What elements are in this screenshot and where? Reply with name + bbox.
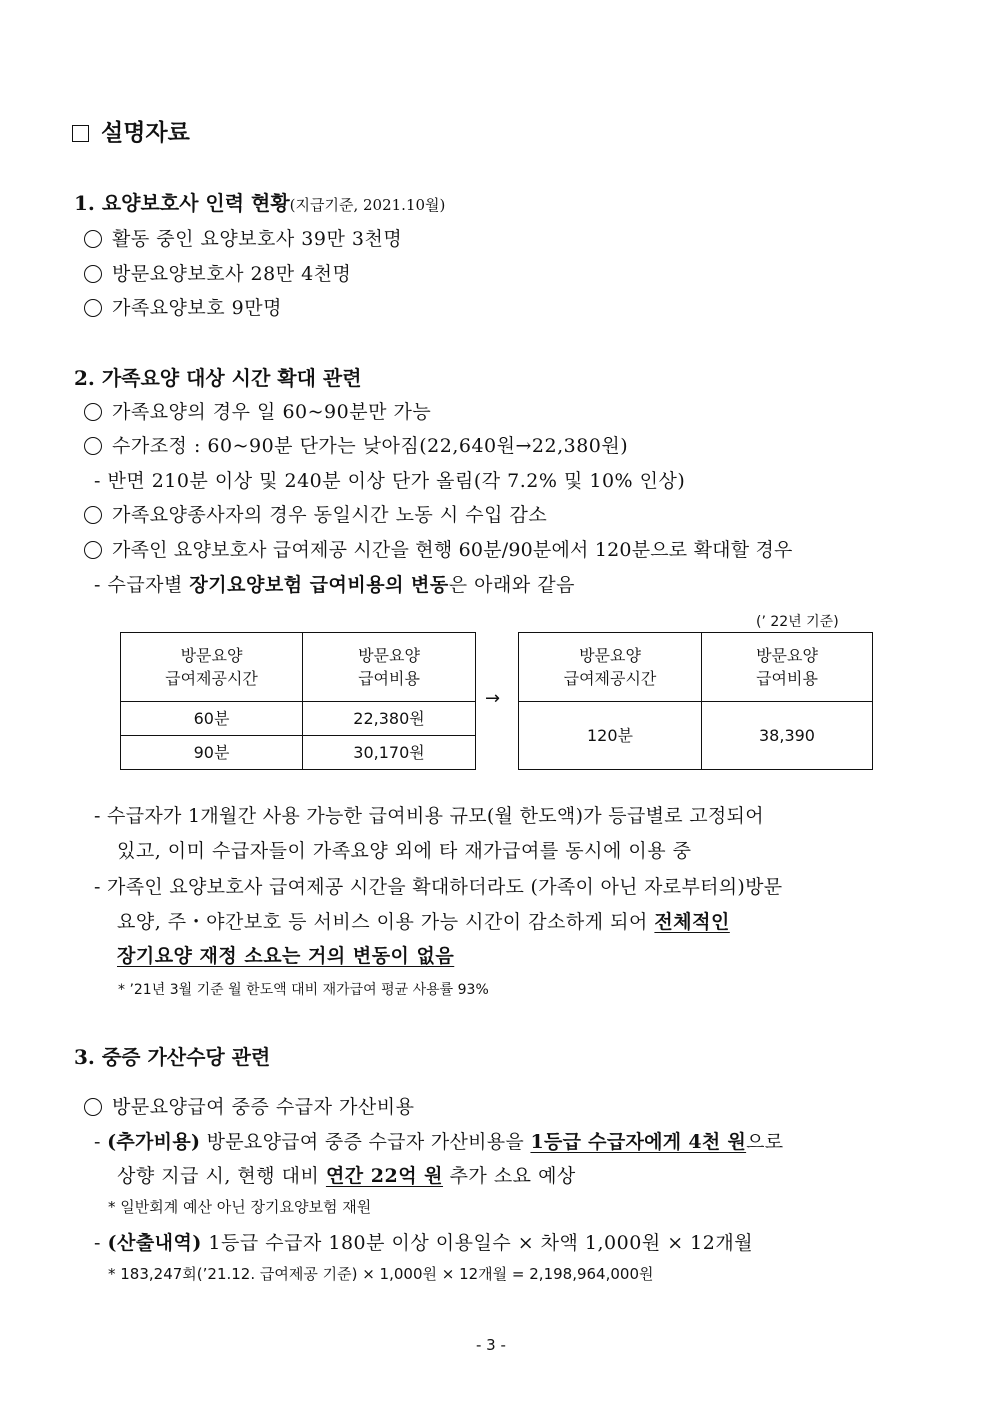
s2-dash-4-line-3: 장기요양 재정 소요는 거의 변동이 없음	[117, 945, 455, 967]
s1-item-1: 활동 중인 요양보호사 39만 3천명	[84, 224, 402, 251]
s3-dash-1-line-1: - (추가비용) 방문요양급여 중증 수급자 가산비용을 1등급 수급자에게 4천 원으로	[94, 1131, 784, 1153]
section-2-title: 2. 가족요양 대상 시간 확대 관련	[74, 366, 362, 390]
table-row	[519, 702, 873, 770]
table-right-header	[519, 633, 873, 702]
s2-footnote: * ’21년 3월 기준 월 한도액 대비 재가급여 평균 사용률 93%	[118, 982, 489, 998]
s2-item-2: 수가조정 : 60~90분 단가는 낮아짐(22,640원→22,380원)	[84, 431, 628, 458]
right-arrow-icon: →	[485, 688, 501, 709]
table-cell: 22,380원	[303, 702, 476, 736]
s2-dash-1: - 반면 210분 이상 및 240분 이상 단가 올림(각 7.2% 및 10% 인상)	[94, 470, 686, 492]
table-row	[121, 702, 476, 736]
s1-item-2: 방문요양보호사 28만 4천명	[84, 259, 351, 286]
circle-bullet-icon	[84, 437, 102, 455]
s3-note-2: * 183,247회(’21.12. 급여제공 기준) × 1,000원 × 12개월 = 2,198,964,000원	[108, 1265, 654, 1283]
s2-item-3: 가족요양종사자의 경우 동일시간 노동 시 수입 감소	[84, 500, 547, 527]
table-right	[518, 632, 873, 770]
circle-bullet-icon	[84, 506, 102, 524]
s1-item-3: 가족요양보호 9만명	[84, 293, 282, 320]
table-note: (’ 22년 기준)	[756, 614, 839, 630]
s2-dash-3-line-2: 있고, 이미 수급자들이 가족요양 외에 타 재가급여를 동시에 이용 중	[117, 840, 692, 862]
s2-dash-4-line-2: 요양, 주・야간보호 등 서비스 이용 가능 시간이 감소하게 되어 전체적인	[117, 911, 730, 933]
s3-dash-2: - (산출내역) 1등급 수급자 180분 이상 이용일수 × 차액 1,000원 × 12개월	[94, 1232, 754, 1254]
checkbox-square-icon	[72, 125, 89, 142]
table-right-header-cost: 방문요양 급여비용	[702, 633, 873, 702]
s3-dash-1-line-2: 상향 지급 시, 현행 대비 연간 22억 원 추가 소요 예상	[117, 1165, 576, 1187]
s2-item-4: 가족인 요양보호사 급여제공 시간을 현행 60분/90분에서 120분으로 확대할 경우	[84, 535, 793, 562]
section-1-title: 1. 요양보호사 인력 현황(지급기준, 2021.10월)	[74, 191, 446, 215]
page-number: - 3 -	[476, 1336, 506, 1354]
section-3-title: 3. 중증 가산수당 관련	[74, 1045, 271, 1069]
doc-header	[72, 114, 190, 147]
s2-item-1: 가족요양의 경우 일 60~90분만 가능	[84, 397, 431, 424]
table-cell: 120분	[519, 702, 702, 770]
circle-bullet-icon	[84, 1098, 102, 1116]
table-left	[120, 632, 476, 770]
circle-bullet-icon	[84, 403, 102, 421]
table-cell: 90분	[121, 736, 303, 770]
s2-dash-3-line-1: - 수급자가 1개월간 사용 가능한 급여비용 규모(월 한도액)가 등급별로 고정되어	[94, 805, 764, 827]
s2-dash-4-line-1: - 가족인 요양보호사 급여제공 시간을 확대하더라도 (가족이 아닌 자로부터의)방문	[94, 876, 783, 898]
table-left-header	[121, 633, 476, 702]
s3-note-1: * 일반회계 예산 아닌 장기요양보험 재원	[108, 1198, 372, 1216]
circle-bullet-icon	[84, 230, 102, 248]
circle-bullet-icon	[84, 265, 102, 283]
section-1-title-paren: (지급기준, 2021.10월)	[289, 196, 446, 214]
table-right-header-time: 방문요양 급여제공시간	[519, 633, 702, 702]
table-row	[121, 736, 476, 770]
circle-bullet-icon	[84, 541, 102, 559]
table-cell: 38,390	[702, 702, 873, 770]
doc-title: 설명자료	[101, 119, 190, 146]
table-cell: 30,170원	[303, 736, 476, 770]
s3-item-1: 방문요양급여 중증 수급자 가산비용	[84, 1092, 414, 1119]
table-left-header-time: 방문요양 급여제공시간	[121, 633, 303, 702]
circle-bullet-icon	[84, 299, 102, 317]
table-cell: 60분	[121, 702, 303, 736]
s2-dash-2: - 수급자별 장기요양보험 급여비용의 변동은 아래와 같음	[94, 574, 575, 596]
table-left-header-cost: 방문요양 급여비용	[303, 633, 476, 702]
